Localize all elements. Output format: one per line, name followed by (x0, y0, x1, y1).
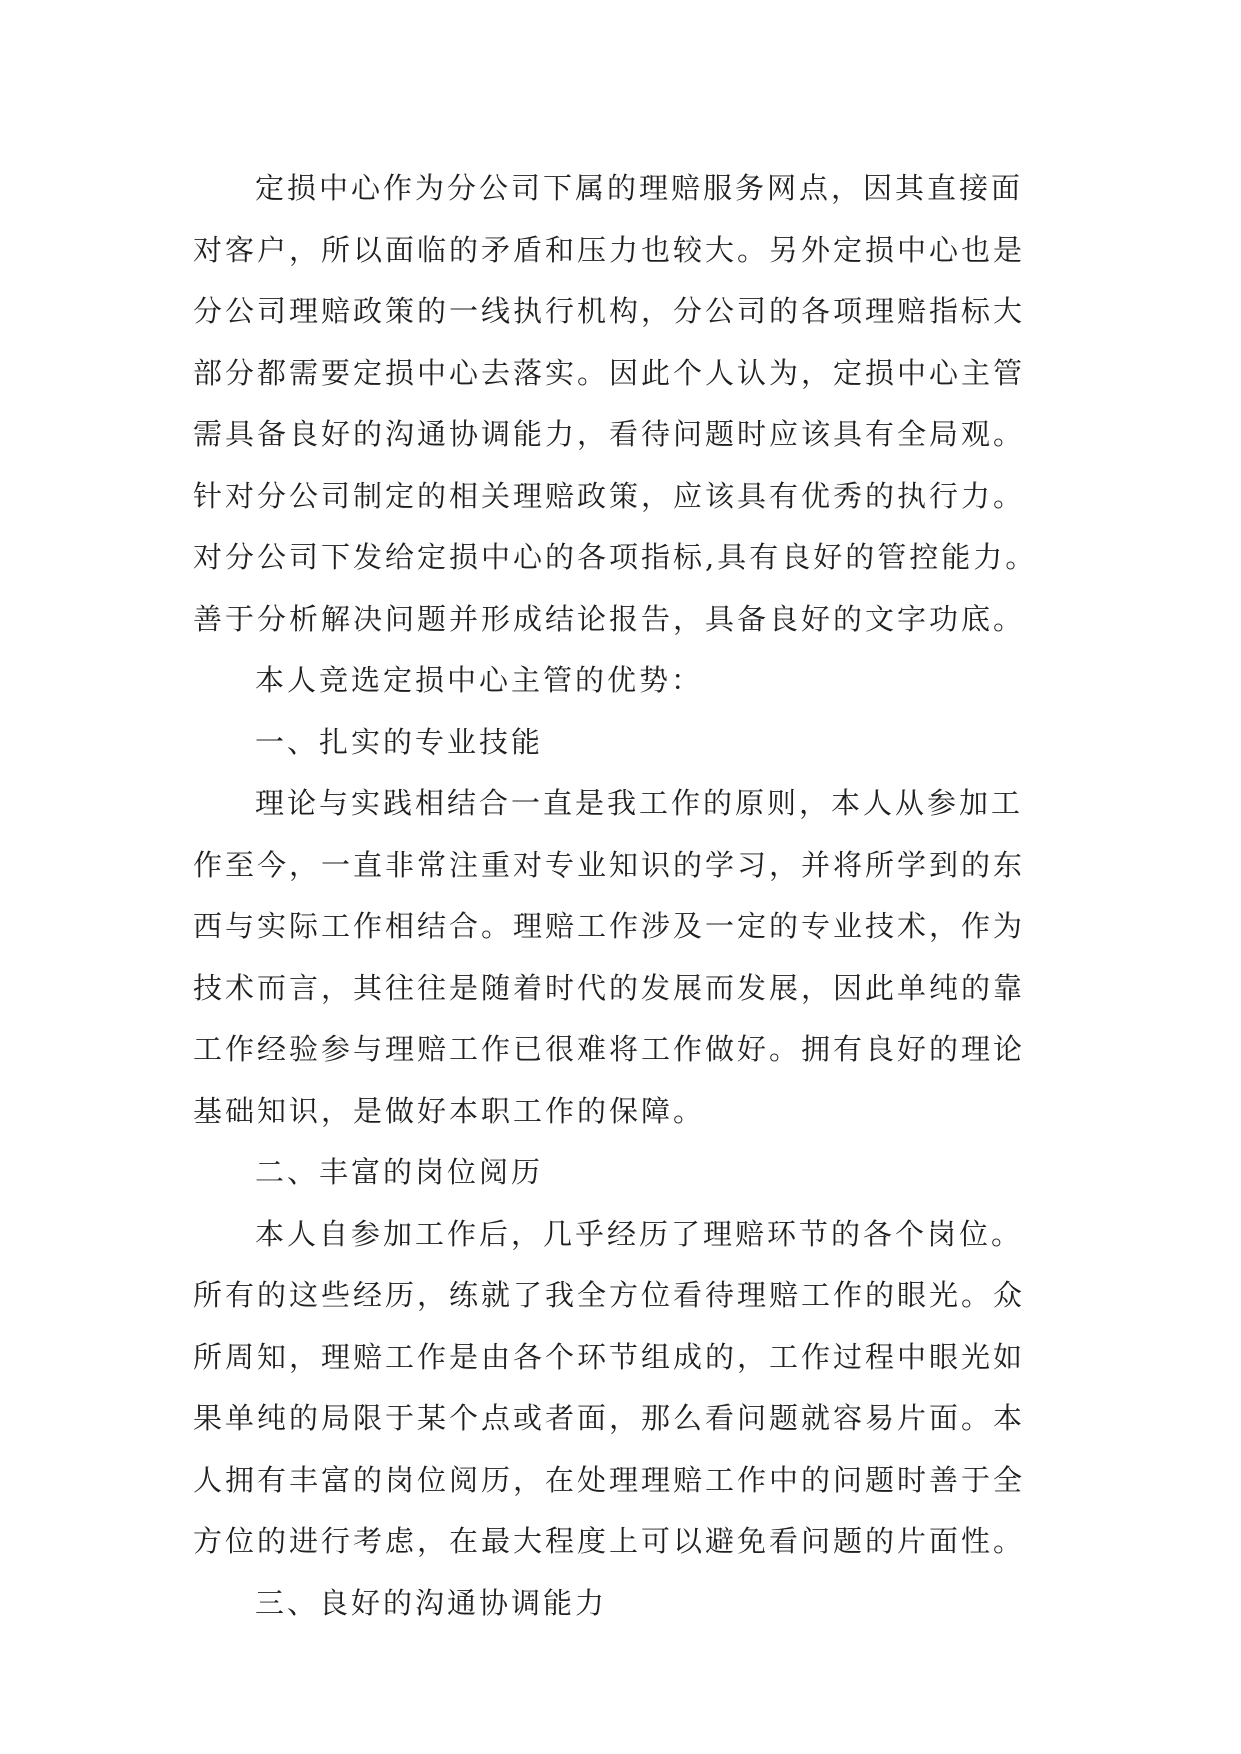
paragraph-line: 对分公司下发给定损中心的各项指标,具有良好的管控能力。 (193, 540, 1038, 574)
paragraph-line: 所有的这些经历，练就了我全方位看待理赔工作的眼光。众 (193, 1278, 1026, 1312)
section-heading: 一、扎实的专业技能 (255, 724, 544, 759)
paragraph-line: 作至今，一直非常注重对专业知识的学习，并将所学到的东 (193, 847, 1026, 882)
paragraph-line: 西与实际工作相结合。理赔工作涉及一定的专业技术，作为 (193, 909, 1026, 943)
paragraph-line: 本人自参加工作后，几乎经历了理赔环节的各个岗位。 (255, 1216, 1024, 1251)
paragraph-line: 果单纯的局限于某个点或者面，那么看问题就容易片面。本 (193, 1401, 1026, 1435)
section-heading: 二、丰富的岗位阅历 (255, 1155, 544, 1189)
paragraph-line: 对客户，所以面临的矛盾和压力也较大。另外定损中心也是 (193, 232, 1026, 267)
paragraph-line: 方位的进行考虑，在最大程度上可以避免看问题的片面性。 (193, 1524, 1026, 1558)
section-intro: 本人竞选定损中心主管的优势： (255, 663, 704, 697)
paragraph-line: 善于分析解决问题并形成结论报告，具备良好的文字功底。 (193, 601, 1026, 636)
paragraph-line: 所周知，理赔工作是由各个环节组成的，工作过程中眼光如 (193, 1339, 1026, 1374)
paragraph-line: 基础知识，是做好本职工作的保障。 (193, 1093, 706, 1128)
paragraph-line: 定损中心作为分公司下属的理赔服务网点，因其直接面 (255, 171, 1024, 205)
paragraph-line: 针对分公司制定的相关理赔政策，应该具有优秀的执行力。 (193, 478, 1026, 513)
section-heading: 三、良好的沟通协调能力 (255, 1585, 608, 1620)
paragraph-line: 分公司理赔政策的一线执行机构，分公司的各项理赔指标大 (193, 294, 1026, 328)
paragraph-line: 工作经验参与理赔工作已很难将工作做好。拥有良好的理论 (193, 1032, 1026, 1066)
paragraph-line: 人拥有丰富的岗位阅历，在处理理赔工作中的问题时善于全 (193, 1462, 1026, 1497)
paragraph-line: 部分都需要定损中心去落实。因此个人认为，定损中心主管 (193, 355, 1026, 390)
paragraph-line: 需具备良好的沟通协调能力，看待问题时应该具有全局观。 (193, 417, 1026, 451)
paragraph-line: 理论与实践相结合一直是我工作的原则，本人从参加工 (255, 786, 1024, 820)
paragraph-line: 技术而言，其往往是随着时代的发展而发展，因此单纯的靠 (193, 970, 1026, 1005)
document-body (193, 158, 1073, 1634)
